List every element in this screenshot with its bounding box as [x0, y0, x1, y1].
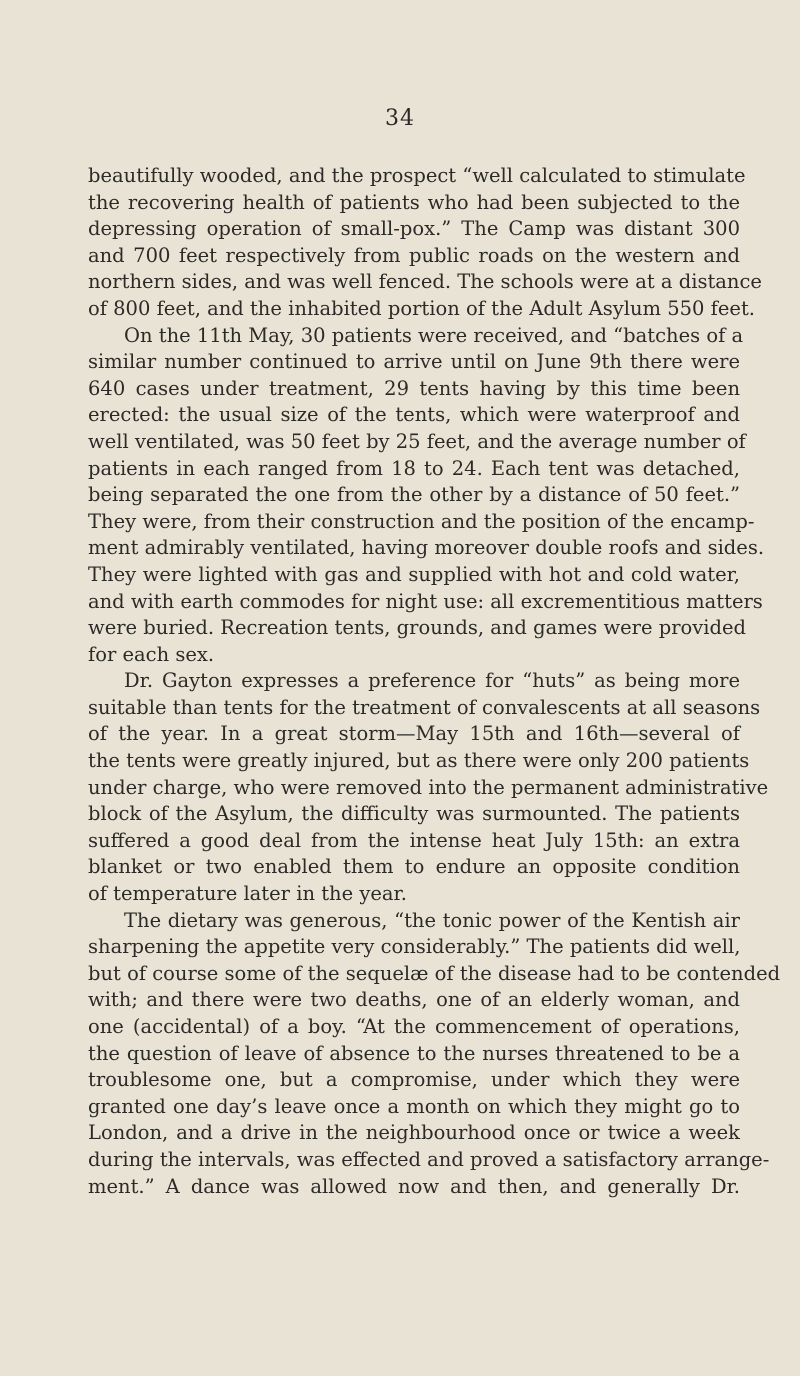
text-line: erected: the usual size of the tents, which were waterproof and — [88, 403, 740, 427]
text-line: and with earth commodes for night use: all excrementitious matters — [88, 589, 763, 613]
paragraph — [88, 163, 762, 323]
text-line: On the 11th May, 30 patients were received, and “batches of a — [124, 323, 744, 347]
text-line: depressing operation of small-pox.” The Camp was distant 300 — [88, 217, 740, 241]
text-line: 640 cases under treatment, 29 tents having by this time been — [88, 376, 740, 400]
text-line: were buried. Recreation tents, grounds, and games were provided — [88, 616, 747, 640]
text-line: They were lighted with gas and supplied with hot and cold water, — [88, 562, 740, 586]
paragraph — [88, 668, 769, 907]
text-line: but of course some of the sequelæ of the disease had to be contended — [88, 961, 781, 985]
text-line: and 700 feet respectively from public roads on the western and — [88, 243, 740, 267]
paragraph — [88, 323, 765, 669]
text-line: similar number continued to arrive until on June 9th there were — [88, 350, 740, 374]
text-line: the question of leave of absence to the nurses threatened to be a — [88, 1041, 740, 1065]
text-line: the recovering health of patients who had been subjected to the — [88, 190, 740, 214]
text-line: being separated the one from the other by a distance of 50 feet.” — [88, 483, 740, 507]
paragraph — [88, 908, 781, 1201]
text-line: for each sex. — [88, 642, 215, 666]
text-line: of 800 feet, and the inhabited portion of the Adult Asylum 550 feet. — [88, 296, 755, 320]
text-line: The dietary was generous, “the tonic power of the Kentish air — [124, 908, 740, 932]
text-line: suitable than tents for the treatment of convalescents at all seasons — [88, 695, 761, 719]
text-line: the tents were greatly injured, but as there were only 200 patients — [88, 749, 750, 773]
text-line: block of the Asylum, the difficulty was surmounted. The patients — [88, 802, 740, 826]
text-line: granted one day’s leave once a month on which they might go to — [88, 1094, 740, 1118]
text-line: of temperature later in the year. — [88, 882, 407, 906]
text-line: during the intervals, was effected and proved a satisfactory arrange- — [88, 1147, 770, 1171]
text-line: blanket or two enabled them to endure an opposite condition — [88, 855, 740, 879]
body-text — [88, 163, 781, 1200]
text-line: with; and there were two deaths, one of an elderly woman, and — [88, 988, 740, 1012]
text-line: under charge, who were removed into the permanent administrative — [88, 775, 769, 799]
page-number: 34 — [385, 106, 415, 131]
text-line: sharpening the appetite very considerably.” The patients did well, — [88, 935, 741, 959]
text-line: They were, from their construction and the position of the encamp- — [88, 509, 755, 533]
text-line: suffered a good deal from the intense heat July 15th: an extra — [88, 828, 740, 852]
text-line: of the year. In a great storm—May 15th and 16th—several of — [88, 722, 740, 746]
text-line: beautifully wooded, and the prospect “well calculated to stimulate — [88, 164, 746, 187]
text-line: troublesome one, but a compromise, under which they were — [88, 1068, 740, 1092]
text-line: ment.” A dance was allowed now and then, and generally Dr. — [88, 1174, 740, 1198]
text-line: ment admirably ventilated, having moreover double roofs and sides. — [88, 536, 765, 560]
text-line: northern sides, and was well fenced. The schools were at a distance — [88, 270, 762, 294]
text-line: patients in each ranged from 18 to 24. Each tent was detached, — [88, 456, 740, 480]
text-line: London, and a drive in the neighbourhood once or twice a week — [88, 1121, 740, 1145]
text-line: one (accidental) of a boy. “At the commencement of operations, — [88, 1015, 740, 1038]
text-line: Dr. Gayton expresses a preference for “huts” as being more — [124, 669, 740, 693]
text-line: well ventilated, was 50 feet by 25 feet, and the average number of — [88, 429, 746, 453]
